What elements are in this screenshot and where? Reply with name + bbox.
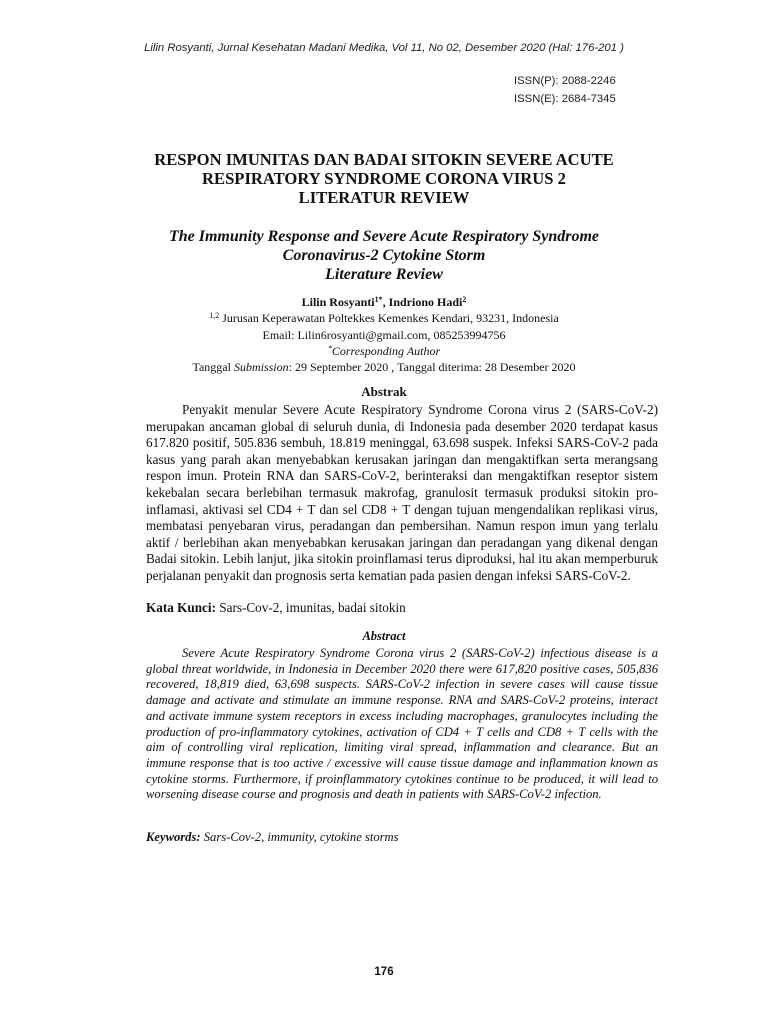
- dates-prefix: Tanggal: [192, 360, 234, 375]
- corresponding-superscript: *: [327, 343, 332, 353]
- issn-print: ISSN(P): 2088-2246: [514, 75, 616, 87]
- keywords: [146, 830, 666, 845]
- affiliation-text: Jurusan Keperawatan Poltekkes Kemenkes Kendari, 93231, Indonesia: [219, 311, 559, 326]
- contact-email: Email: Lilin6rosyanti@gmail.com, 085253994756: [262, 327, 506, 342]
- author-superscript: 2: [462, 295, 467, 304]
- affiliation: [100, 310, 668, 326]
- submission-label: Submission: [233, 360, 289, 375]
- article-title-line-2: RESPIRATORY SYNDROME CORONA VIRUS 2: [202, 169, 566, 188]
- page-number: 176: [374, 966, 394, 978]
- dates-value: : 29 September 2020 , Tanggal diterima: 28 Desember 2020: [288, 360, 576, 375]
- abstrak-body: [146, 402, 658, 585]
- author-name: Indriono Hadi: [388, 295, 463, 309]
- abstrak-heading: Abstrak: [361, 384, 407, 399]
- article-title-english-line-3: Literature Review: [325, 266, 443, 283]
- affiliation-superscript: 1,2: [209, 311, 220, 321]
- author-info: [100, 294, 668, 375]
- article-title-line-1: RESPON IMUNITAS DAN BADAI SITOKIN SEVERE ACUTE: [154, 150, 614, 169]
- author-superscript: 1*: [374, 295, 383, 304]
- kata-kunci-label: Kata Kunci:: [146, 600, 216, 615]
- article-title-line-3: LITERATUR REVIEW: [298, 188, 470, 207]
- keywords-values: Sars-Cov-2, immunity, cytokine storms: [200, 830, 399, 844]
- issn-electronic: ISSN(E): 2684-7345: [514, 93, 616, 105]
- issn-block: [514, 72, 616, 108]
- author-list: [100, 294, 668, 310]
- corresponding-label: Corresponding Author: [331, 343, 441, 358]
- abstract-body: [146, 646, 658, 803]
- kata-kunci: [146, 600, 666, 616]
- kata-kunci-values: Sars-Cov-2, imunitas, badai sitokin: [215, 600, 406, 615]
- article-title: [60, 150, 708, 207]
- corresponding-author: [100, 343, 668, 359]
- article-title-english-line-2: Coronavirus-2 Cytokine Storm: [282, 247, 486, 264]
- author-separator: ,: [382, 295, 389, 309]
- submission-dates: [100, 359, 668, 375]
- abstract-heading: Abstract: [362, 629, 406, 643]
- running-header: Lilin Rosyanti, Jurnal Kesehatan Madani Medika, Vol 11, No 02, Desember 2020 (Hal: 176-201 ): [144, 42, 624, 54]
- abstrak-paragraph: Penyakit menular Severe Acute Respiratory Syndrome Corona virus 2 (SARS-CoV-2) merupakan ancaman global di seluruh dunia, di Indonesia pada desember 2020 terdapat kasus 617.820 positif, 505.836 sembuh, 18.819 meninggal, 63.698 suspek. Infeksi SARS-CoV-2 pada kasus yang parah akan menyebabkan kerusakan jaringan dan mengaktifkan serta merangsang respon imun. Protein RNA dan SARS-CoV-2, berinteraksi dan mengaktifkan reseptor sistem kekebalan secara berlebihan termasuk makrofag, granulosit termasuk produksi sitokin pro-inflamasi, aktivasi sel CD4 + T dan sel CD8 + T dengan tujuan mengendalikan replikasi virus, membatasi penyebaran virus, peradangan dan pembersihan. Namun respon imun yang terlalu aktif / berlebihan akan menyebabkan kerusakan jaringan dan peradangan yang dikenal dengan Badai sitokin. Lebih lanjut, jika sitokin proinflamasi terus diproduksi, hal itu akan memperburuk perjalanan penyakit dan prognosis serta kematian pada pasien dengan infeksi SARS-CoV-2.: [146, 402, 658, 583]
- author-name: Lilin Rosyanti: [301, 295, 375, 309]
- keywords-label: Keywords:: [146, 830, 201, 844]
- article-title-english: [60, 227, 708, 284]
- abstract-paragraph: Severe Acute Respiratory Syndrome Corona virus 2 (SARS-CoV-2) infectious disease is a global threat worldwide, in Indonesia in December 2020 there were 617,820 positive cases, 505,836 recovered, 18,819 died, 63,698 suspects. SARS-CoV-2 infection in severe cases will cause tissue damage and activate and stimulate an immune response. RNA and SARS-CoV-2 proteins, interact and activate immune system receptors in excess including macrophages, granulocytes including the production of pro-inflammatory cytokines, activation of CD4 + T cells and CD8 + T cells with the aim of controlling viral replication, limiting viral spread, inflammation and clearance. But an immune response that is too active / excessive will cause tissue damage and inflammation known as cytokine storms. Furthermore, if proinflammatory cytokines continue to be produced, it will lead to worsening disease course and prognosis and death in patients with SARS-CoV-2 infection.: [146, 646, 658, 802]
- article-title-english-line-1: The Immunity Response and Severe Acute Respiratory Syndrome: [168, 228, 600, 245]
